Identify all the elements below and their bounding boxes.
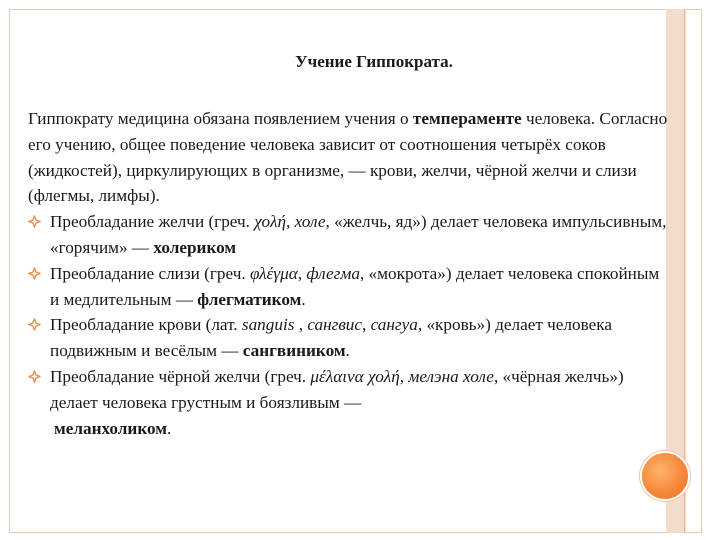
bullet-star-icon: [28, 267, 41, 280]
greek-word: φλέγμα: [249, 263, 298, 283]
temperament-term: флегматиком: [197, 289, 302, 309]
bullet-text: , «чёрная желчь») делает человека грустным и боязливым —: [50, 366, 624, 412]
bullet-text: Преобладание слизи (греч.: [50, 263, 250, 283]
transliteration: сангуа: [370, 315, 418, 335]
right-decor-line: [684, 9, 685, 533]
temperament-term: сангвиником: [242, 341, 346, 361]
temperament-term: холериком: [153, 237, 237, 257]
bullet-text: Преобладание крови (лат.: [50, 315, 242, 335]
latin-word: sanguis: [241, 315, 295, 335]
bullet-star-icon: [28, 215, 41, 228]
transliteration: флегма: [306, 263, 360, 283]
transliteration: холе: [294, 212, 326, 232]
bullet-text: , «желчь, яд») делает человека импульсивным, «горячим» —: [50, 212, 667, 257]
intro-text-2: человека. Согласно его учению, общее поведение человека зависит от соотношения четырёх соков (жидкостей), циркулирующих в организме, — крови, желчи, чёрной желчи и слизи (флегмы, лимфы).: [28, 109, 668, 206]
slide-title: Учение Гиппократа.: [295, 52, 453, 71]
bullet-text: Преобладание желчи (греч.: [50, 212, 255, 232]
bullet-text: ,: [399, 366, 409, 386]
intro-paragraph: [28, 106, 668, 209]
bullet-text: ,: [362, 315, 371, 335]
temperament-term: меланхоликом: [54, 418, 167, 438]
bullet-text: .: [166, 418, 172, 438]
intro-text-1: Гиппократу медицина обязана появлением учения о: [28, 109, 413, 128]
transliteration: сангвис: [307, 315, 363, 335]
bullet-star-icon: [28, 370, 41, 383]
bullet-text: ,: [294, 315, 308, 335]
bullet-text: ,: [286, 212, 295, 232]
slide-body: [28, 106, 668, 441]
bullet-text: Преобладание чёрной желчи (греч.: [50, 366, 311, 386]
last-line-wrap: [50, 419, 171, 438]
list-item-choleric: [28, 209, 668, 261]
list-item-sanguine: [28, 312, 668, 364]
decorative-orange-circle: [640, 451, 690, 501]
intro-term-temperament: темпераменте: [412, 109, 522, 128]
bullet-text: .: [301, 289, 306, 309]
list-item-melancholic: [28, 364, 668, 441]
transliteration: мелэна холе: [408, 366, 494, 386]
bullet-text: , «мокрота») делает человека спокойным и медлительным —: [50, 263, 660, 309]
bullet-text: , «кровь») делает человека подвижным и весёлым —: [50, 315, 612, 361]
bullet-star-icon: [28, 318, 41, 331]
greek-word: χολή: [254, 212, 287, 232]
bullet-text: ,: [297, 263, 307, 283]
temperament-list: [28, 209, 668, 441]
bullet-text: .: [345, 341, 350, 361]
greek-word: μέλαινα χολή: [310, 366, 400, 386]
list-item-phlegmatic: [28, 261, 668, 313]
